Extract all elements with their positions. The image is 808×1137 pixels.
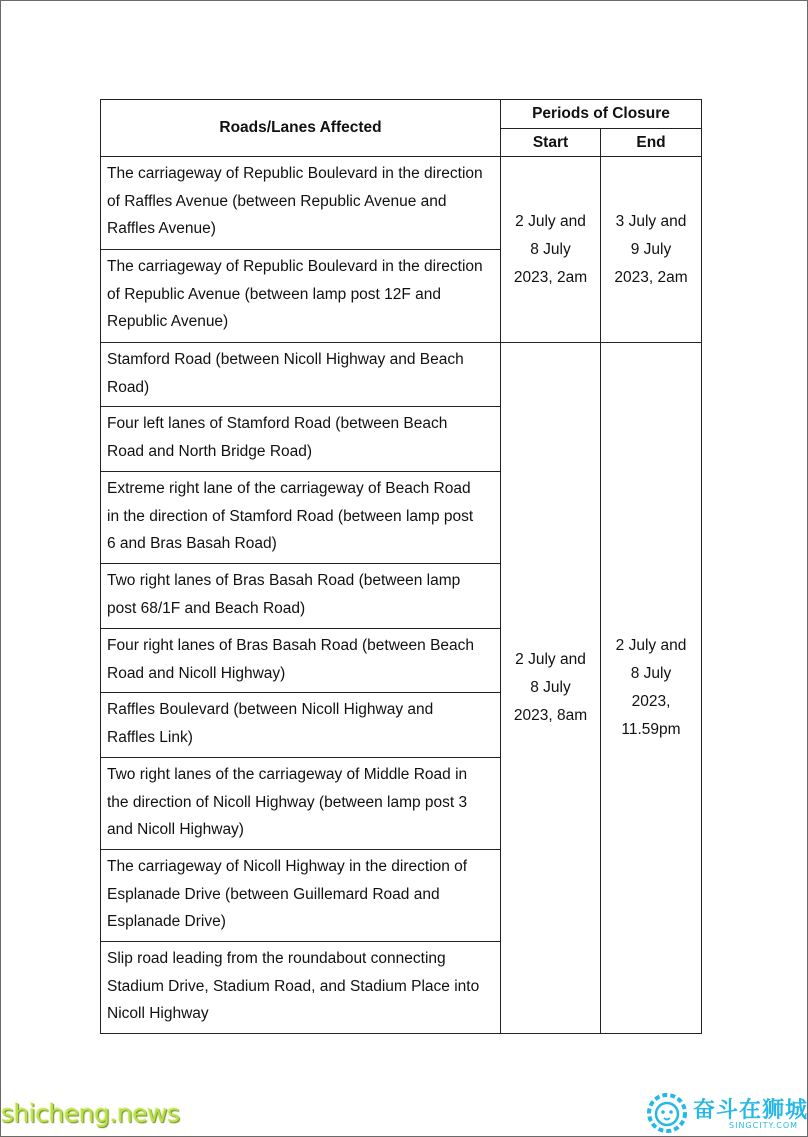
end-line: 2 July and (615, 637, 687, 654)
road-line: Road and North Bridge Road) (107, 442, 313, 460)
road-line: The carriageway of Republic Boulevard in the direction (107, 258, 483, 275)
road-line: Slip road leading from the roundabout connecting (107, 950, 446, 967)
road-line: Extreme right lane of the carriageway of Beach Road (107, 480, 471, 497)
header-start: Start (501, 129, 601, 157)
lion-logo-icon (645, 1093, 689, 1133)
road-cell (101, 472, 501, 564)
watermark-shicheng: shicheng.news (1, 1099, 180, 1128)
road-cell (101, 407, 501, 472)
start-period-cell (501, 157, 601, 343)
road-line: Esplanade Drive (between Guillemard Road and (107, 885, 440, 903)
road-line: Two right lanes of the carriageway of Middle Road in (107, 766, 468, 783)
road-cell (101, 157, 501, 250)
start-line: 2 July and (515, 212, 586, 230)
road-line: post 68/1F and Beach Road) (107, 599, 306, 617)
road-line: Esplanade Drive) (107, 913, 226, 931)
road-cell (101, 629, 501, 693)
road-line: Four right lanes of Bras Basah Road (between Beach (107, 637, 475, 654)
end-line: 2023, 2am (614, 268, 688, 286)
road-line: 6 and Bras Basah Road) (107, 535, 277, 553)
road-line: Raffles Link) (107, 728, 193, 746)
start-line: 2023, 8am (513, 707, 588, 724)
road-line: Raffles Boulevard (between Nicoll Highway and (107, 701, 434, 718)
end-line: 9 July (630, 240, 672, 258)
end-line: 8 July (630, 665, 672, 682)
header-roads-affected: Roads/Lanes Affected (101, 100, 501, 157)
road-cell (101, 564, 501, 629)
road-line: Republic Avenue) (107, 313, 229, 331)
road-line: The carriageway of Republic Boulevard in the direction (107, 165, 483, 182)
road-line: Stamford Road (between Nicoll Highway and Beach (107, 351, 464, 368)
road-line: Stadium Drive, Stadium Road, and Stadium Place into (107, 977, 480, 995)
start-line: 2 July and (515, 651, 586, 668)
road-line: Nicoll Highway (107, 1005, 209, 1023)
end-period-cell (601, 343, 702, 1034)
end-period-cell (601, 157, 702, 343)
road-line: Four left lanes of Stamford Road (between Beach (107, 415, 448, 432)
road-line: The carriageway of Nicoll Highway in the direction of (107, 858, 468, 875)
end-line: 2023, (631, 693, 671, 710)
end-line: 11.59pm (621, 721, 681, 738)
road-line: Road and Nicoll Highway) (107, 664, 286, 682)
road-cell (101, 343, 501, 407)
start-period-cell (501, 343, 601, 1034)
road-line: in the direction of Stamford Road (between lamp post (107, 507, 474, 525)
road-closure-table (100, 99, 702, 1034)
watermark-singcity (645, 1091, 807, 1135)
header-periods-of-closure: Periods of Closure (501, 100, 702, 129)
road-cell (101, 250, 501, 343)
road-line: of Republic Avenue (between lamp post 12F and (107, 285, 442, 303)
road-line: of Raffles Avenue (between Republic Avenue and (107, 192, 447, 210)
road-cell (101, 850, 501, 942)
watermark-brand-en: SINGCITY.COM (729, 1121, 799, 1130)
watermark-brand-cn: 奋斗在狮城 (693, 1098, 808, 1123)
end-line: 3 July and (615, 212, 687, 230)
road-line: Road) (107, 378, 150, 396)
road-line: Two right lanes of Bras Basah Road (between lamp (107, 572, 461, 589)
start-line: 8 July (530, 679, 571, 696)
header-end: End (601, 129, 702, 157)
start-line: 8 July (530, 240, 571, 258)
road-cell (101, 758, 501, 850)
road-line: the direction of Nicoll Highway (between lamp post 3 (107, 793, 468, 811)
road-line: and Nicoll Highway) (107, 821, 244, 839)
road-line: Raffles Avenue) (107, 220, 216, 238)
road-cell (101, 693, 501, 758)
road-cell (101, 942, 501, 1034)
start-line: 2023, 2am (513, 268, 588, 286)
